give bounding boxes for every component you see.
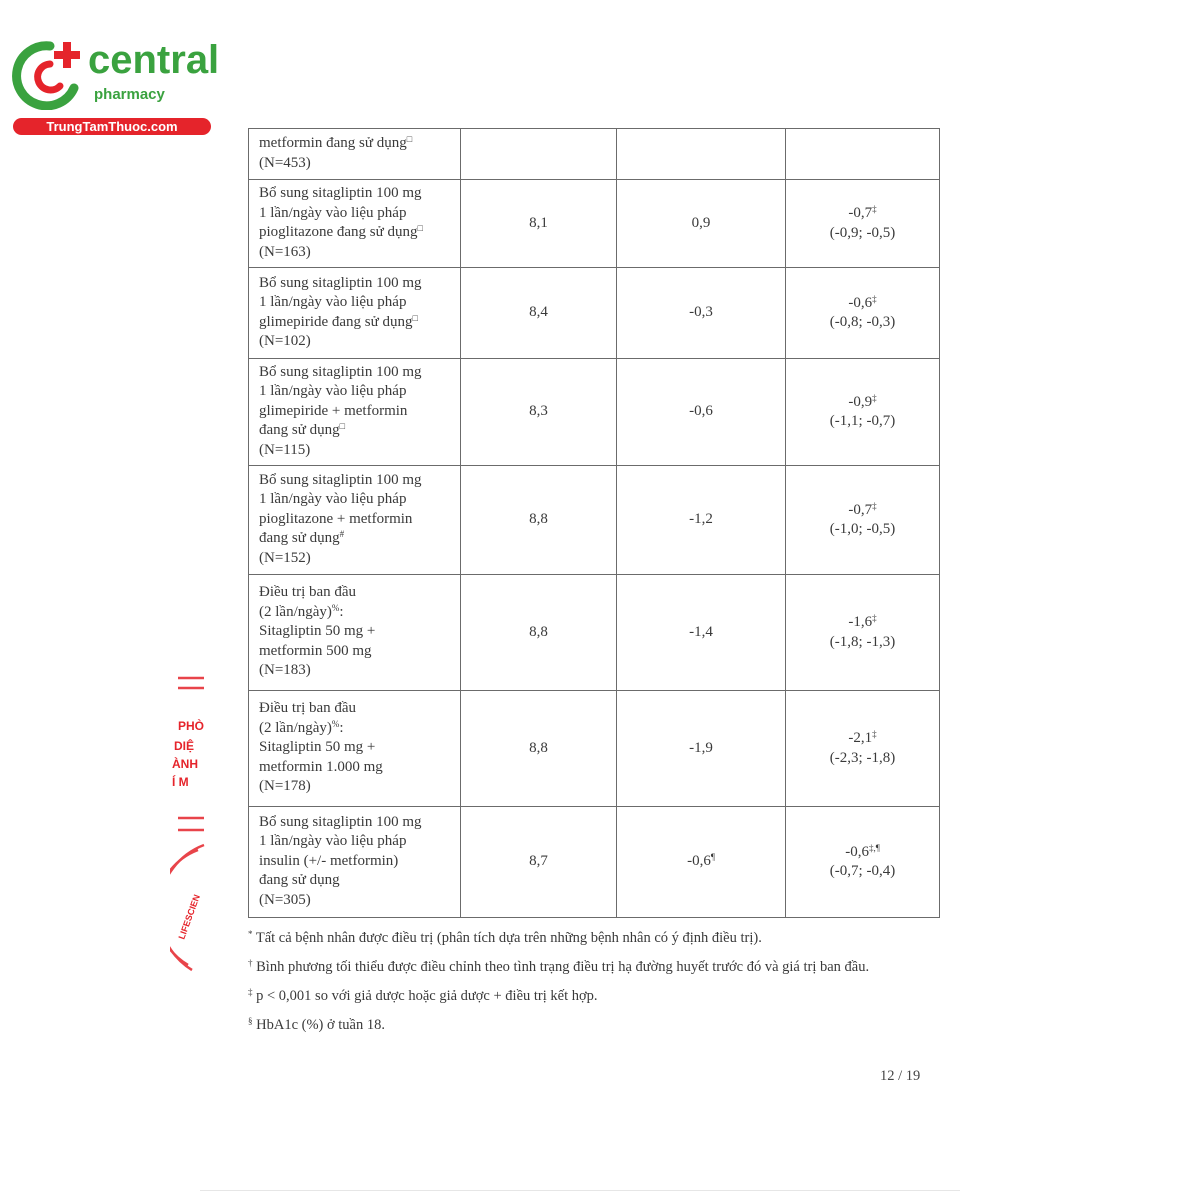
regimen-line: Bổ sung sitagliptin 100 mg	[259, 185, 422, 201]
footnote-mark: □	[412, 312, 418, 323]
footnote-mark: ‡	[872, 613, 877, 623]
change-cell: -0,6¶	[617, 807, 786, 918]
baseline-cell: 8,4	[461, 268, 617, 359]
change-cell: -1,4	[617, 575, 786, 691]
baseline-cell	[461, 129, 617, 180]
regimen-line: đang sử dụng□	[259, 421, 346, 439]
regimen-line: Bổ sung sitagliptin 100 mg	[259, 813, 422, 830]
difference-value: -1,6‡	[848, 613, 877, 630]
table-row	[249, 466, 940, 575]
footnote-mark: □	[417, 223, 423, 233]
difference-cell	[786, 807, 940, 918]
page-number: 12 / 19	[880, 1068, 921, 1084]
central-pharmacy-logo	[10, 38, 220, 138]
change-cell: -0,3	[617, 268, 786, 359]
logo-brand: central	[88, 38, 220, 82]
regimen-line: (2 lần/ngày)%:	[259, 602, 344, 620]
change-cell: 0,9	[617, 180, 786, 268]
change-cell	[617, 129, 786, 180]
regimen-line: 1 lần/ngày vào liệu pháp	[259, 294, 407, 310]
footnote-text: Tất cả bệnh nhân được điều trị (phân tích dựa trên những bệnh nhân có ý định điều trị).	[252, 930, 762, 946]
regimen-line: pioglitazone + metformin	[259, 510, 413, 527]
regimen-line: Bổ sung sitagliptin 100 mg	[259, 471, 422, 488]
difference-value: -0,7‡	[848, 500, 877, 518]
baseline-cell: 8,7	[461, 807, 617, 918]
logo-banner: TrungTamThuoc.com	[13, 118, 211, 135]
footnote-mark: □	[406, 134, 413, 144]
footnote	[248, 1013, 938, 1038]
regimen-cell	[249, 129, 461, 180]
stamp-text-4: Í M	[172, 775, 189, 789]
difference-value: -0,6‡,¶	[845, 842, 880, 860]
confidence-interval: (-0,8; -0,3)	[829, 314, 896, 330]
difference-cell	[786, 691, 940, 807]
footnote-mark: §	[248, 1016, 253, 1026]
footnote-text: HbA1c (%) ở tuần 18.	[252, 1017, 385, 1033]
confidence-interval: (-1,0; -0,5)	[829, 521, 896, 537]
table-row	[249, 129, 940, 180]
difference-value: -2,1‡	[848, 729, 877, 746]
table-row	[249, 691, 940, 807]
confidence-interval: (-1,8; -1,3)	[829, 633, 896, 650]
red-stamp-fragment	[170, 670, 210, 980]
regimen-line: đang sử dụng#	[259, 529, 345, 547]
baseline-cell: 8,8	[461, 466, 617, 575]
footnote-mark: *	[248, 929, 253, 939]
stamp-text-3: ÀNH	[172, 757, 198, 771]
regimen-line: Sitagliptin 50 mg +	[259, 623, 376, 640]
regimen-line: (N=152)	[259, 549, 311, 566]
change-cell: -1,2	[617, 466, 786, 575]
table-row	[249, 180, 940, 268]
regimen-line: (N=163)	[259, 243, 311, 260]
footnote-mark: ‡,¶	[868, 842, 880, 853]
footnote-mark: ‡	[872, 293, 877, 304]
regimen-cell	[249, 268, 461, 359]
stamp-text-1: PHÒ	[178, 719, 205, 733]
footnote-mark: ‡	[248, 987, 253, 997]
difference-cell	[786, 129, 940, 180]
stamp-text-5: LIFESCIEN	[176, 893, 202, 941]
regimen-cell	[249, 575, 461, 691]
regimen-cell	[249, 691, 461, 807]
confidence-interval: (-0,7; -0,4)	[829, 863, 896, 879]
table-row	[249, 575, 940, 691]
footnote-mark: ‡	[872, 392, 877, 403]
logo-subtitle: pharmacy	[94, 86, 165, 103]
results-table	[248, 128, 940, 918]
regimen-cell	[249, 180, 461, 268]
regimen-line: 1 lần/ngày vào liệu pháp	[259, 383, 407, 400]
regimen-line: (2 lần/ngày)%:	[259, 718, 344, 736]
regimen-line: Bổ sung sitagliptin 100 mg	[259, 363, 422, 380]
table-row	[249, 359, 940, 466]
footnote	[248, 955, 938, 980]
regimen-cell	[249, 359, 461, 466]
footnote	[248, 984, 938, 1009]
regimen-line: 1 lần/ngày vào liệu pháp	[259, 833, 407, 850]
regimen-line: Bổ sung sitagliptin 100 mg	[259, 274, 422, 291]
footnote-text: p < 0,001 so với giả dược hoặc giả dược + điều trị kết hợp.	[252, 988, 598, 1004]
footnote-mark: ‡	[872, 204, 877, 214]
difference-cell	[786, 268, 940, 359]
regimen-line: (N=183)	[259, 662, 311, 679]
regimen-line: 1 lần/ngày vào liệu pháp	[259, 204, 407, 221]
regimen-line: (N=453)	[259, 154, 311, 171]
footnote-mark: ‡	[872, 500, 877, 511]
confidence-interval: (-0,9; -0,5)	[829, 224, 896, 241]
footnote	[248, 926, 938, 951]
difference-value: -0,6‡	[848, 293, 877, 311]
regimen-line: (N=115)	[259, 441, 311, 458]
footnote-mark: □	[339, 421, 346, 432]
regimen-line: pioglitazone đang sử dụng□	[259, 223, 423, 240]
regimen-line: (N=305)	[259, 891, 311, 908]
regimen-line: insulin (+/- metformin)	[259, 852, 399, 869]
footnotes	[248, 926, 938, 1042]
change-cell: -0,6	[617, 359, 786, 466]
footnote-mark: ‡	[872, 729, 877, 739]
baseline-cell: 8,8	[461, 691, 617, 807]
difference-value: -0,9‡	[848, 392, 877, 410]
baseline-cell: 8,8	[461, 575, 617, 691]
baseline-cell: 8,1	[461, 180, 617, 268]
regimen-line: metformin 500 mg	[259, 642, 372, 659]
baseline-cell: 8,3	[461, 359, 617, 466]
footnote-mark: #	[339, 529, 345, 540]
regimen-line: (N=178)	[259, 778, 311, 795]
regimen-cell	[249, 466, 461, 575]
regimen-cell	[249, 807, 461, 918]
footnote-mark: †	[248, 958, 253, 968]
regimen-line: metformin 1.000 mg	[259, 758, 383, 775]
regimen-line: Điều trị ban đầu	[259, 700, 357, 717]
difference-cell	[786, 466, 940, 575]
difference-cell	[786, 180, 940, 268]
footnote-text: Bình phương tối thiểu được điều chỉnh theo tình trạng điều trị hạ đường huyết trước đó và giá trị ban đầu.	[252, 959, 870, 975]
page-edge-line	[200, 1190, 960, 1191]
confidence-interval: (-1,1; -0,7)	[829, 413, 896, 429]
regimen-line: glimepiride đang sử dụng□	[259, 312, 418, 330]
regimen-line: (N=102)	[259, 333, 311, 349]
regimen-line: 1 lần/ngày vào liệu pháp	[259, 491, 407, 508]
pharmacy-cross-icon	[10, 38, 86, 110]
regimen-line: metformin đang sử dụng□	[259, 134, 413, 151]
regimen-line: Sitagliptin 50 mg +	[259, 739, 376, 756]
footnote-mark: ¶	[710, 852, 715, 863]
footnote-mark: %	[331, 718, 340, 729]
table-row	[249, 807, 940, 918]
table-row	[249, 268, 940, 359]
stamp-text-2: DIỆ	[174, 739, 195, 753]
confidence-interval: (-2,3; -1,8)	[829, 749, 896, 766]
difference-value: -0,7‡	[848, 204, 877, 221]
difference-cell	[786, 359, 940, 466]
difference-cell	[786, 575, 940, 691]
regimen-line: Điều trị ban đầu	[259, 584, 357, 601]
regimen-line: đang sử dụng	[259, 872, 340, 889]
footnote-mark: %	[331, 602, 340, 613]
change-cell: -1,9	[617, 691, 786, 807]
regimen-line: glimepiride + metformin	[259, 402, 408, 419]
